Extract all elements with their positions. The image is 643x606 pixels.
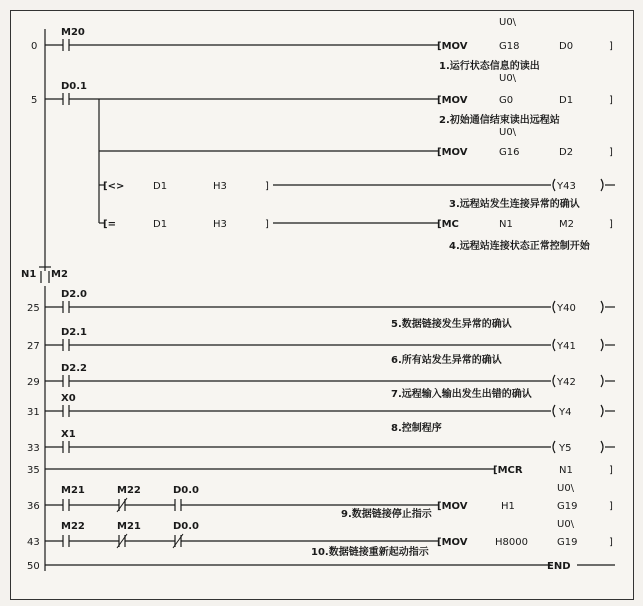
coil-label: Y40 bbox=[557, 303, 576, 314]
instruction-close: ] bbox=[609, 95, 613, 106]
compare-arg-b: H3 bbox=[213, 219, 227, 230]
rung-comment: 5.数据链接发生异常的确认 bbox=[391, 319, 512, 330]
compare-arg-b: H3 bbox=[213, 181, 227, 192]
coil-label: Y4 bbox=[559, 407, 572, 418]
contact-label: D0.0 bbox=[173, 485, 200, 496]
compare-op: [= bbox=[103, 219, 116, 230]
instruction-arg-prefix: U0\ bbox=[557, 483, 575, 494]
step-number: 5 bbox=[31, 95, 38, 106]
step-number: 25 bbox=[27, 303, 40, 314]
instruction-op: [MOV bbox=[437, 147, 468, 158]
instruction-close: ] bbox=[609, 147, 613, 158]
no-contact-icon bbox=[63, 39, 69, 51]
coil-label: Y43 bbox=[557, 181, 576, 192]
step-number: 31 bbox=[27, 407, 40, 418]
end-instruction: END bbox=[547, 561, 571, 572]
instruction-op: [MOV bbox=[437, 537, 468, 548]
rung-comment: 7.远程输入输出发生出错的确认 bbox=[391, 389, 532, 400]
compare-arg-a: D1 bbox=[153, 219, 168, 230]
rung-comment: 3.远程站发生连接异常的确认 bbox=[449, 199, 580, 210]
step-number: 36 bbox=[27, 501, 40, 512]
compare-arg-a: D1 bbox=[153, 181, 168, 192]
instruction-arg1: G16 bbox=[499, 147, 520, 158]
contact-label: M22 bbox=[117, 485, 141, 496]
instruction-arg1: H1 bbox=[501, 501, 515, 512]
instruction-arg1: H8000 bbox=[495, 537, 528, 548]
instruction-close: ] bbox=[609, 465, 613, 476]
rung-comment: 1.运行状态信息的读出 bbox=[439, 61, 540, 72]
instruction-arg-prefix: U0\ bbox=[499, 17, 517, 28]
instruction-arg-prefix: U0\ bbox=[557, 519, 575, 530]
contact-label: M20 bbox=[61, 27, 85, 38]
no-contact-icon bbox=[175, 499, 181, 511]
contact-label: D0.0 bbox=[173, 521, 200, 532]
instruction-close: ] bbox=[609, 219, 613, 230]
instruction-arg-prefix: U0\ bbox=[499, 127, 517, 138]
contact-label: D2.0 bbox=[61, 289, 88, 300]
ladder-diagram-frame bbox=[10, 10, 634, 600]
contact-label: M21 bbox=[117, 521, 141, 532]
no-contact-icon bbox=[63, 301, 69, 313]
instruction-op: [MOV bbox=[437, 501, 468, 512]
step-number: 33 bbox=[27, 443, 40, 454]
rung-comment: 8.控制程序 bbox=[391, 423, 442, 434]
instruction-op: [MOV bbox=[437, 41, 468, 52]
nest-contact: M2 bbox=[51, 269, 68, 280]
ladder-diagram bbox=[11, 11, 633, 599]
no-contact-icon bbox=[63, 441, 69, 453]
no-contact-icon bbox=[63, 93, 69, 105]
contact-label: D0.1 bbox=[61, 81, 88, 92]
instruction-op: [MOV bbox=[437, 95, 468, 106]
no-contact-icon bbox=[63, 375, 69, 387]
instruction-arg2: D2 bbox=[559, 147, 574, 158]
rung-comment: 6.所有站发生异常的确认 bbox=[391, 355, 502, 366]
rung-5 bbox=[31, 73, 615, 252]
instruction-arg1: G18 bbox=[499, 41, 520, 52]
step-number: 0 bbox=[31, 41, 38, 52]
rung-29 bbox=[27, 363, 615, 400]
rung-comment: 9.数据链接停止指示 bbox=[341, 509, 432, 520]
step-number: 50 bbox=[27, 561, 40, 572]
instruction-arg2: G19 bbox=[557, 537, 578, 548]
contact-label: M22 bbox=[61, 521, 85, 532]
instruction-arg2: M2 bbox=[559, 219, 574, 230]
contact-label: X1 bbox=[61, 429, 76, 440]
instruction-close: ] bbox=[609, 501, 613, 512]
contact-label: D2.1 bbox=[61, 327, 88, 338]
rung-comment: 10.数据链接重新起动指示 bbox=[311, 547, 429, 558]
compare-close: ] bbox=[265, 219, 269, 230]
rung-25 bbox=[27, 289, 615, 330]
no-contact-icon bbox=[63, 405, 69, 417]
coil-label: Y5 bbox=[559, 443, 572, 454]
no-contact-icon bbox=[63, 499, 69, 511]
no-contact-icon bbox=[63, 535, 69, 547]
rung-43 bbox=[27, 519, 613, 558]
rung-35 bbox=[27, 465, 613, 476]
no-contact-icon bbox=[63, 339, 69, 351]
step-number: 43 bbox=[27, 537, 40, 548]
step-number: 29 bbox=[27, 377, 40, 388]
compare-op: [<> bbox=[103, 181, 125, 192]
contact-label: M21 bbox=[61, 485, 85, 496]
instruction-arg1: N1 bbox=[499, 219, 513, 230]
rung-50 bbox=[27, 561, 615, 572]
instruction-arg1: G0 bbox=[499, 95, 514, 106]
instruction-arg2: N1 bbox=[559, 465, 573, 476]
contact-label: D2.2 bbox=[61, 363, 88, 374]
rung-33 bbox=[27, 429, 615, 454]
nest-label: N1 bbox=[21, 269, 37, 280]
step-number: 27 bbox=[27, 341, 40, 352]
rung-comment: 4.远程站连接状态正常控制开始 bbox=[449, 241, 590, 252]
contact-label: X0 bbox=[61, 393, 76, 404]
rung-comment: 2.初始通信结束读出远程站 bbox=[439, 115, 560, 126]
rung-0 bbox=[31, 17, 613, 72]
coil-label: Y41 bbox=[557, 341, 576, 352]
step-number: 35 bbox=[27, 465, 40, 476]
instruction-arg-prefix: U0\ bbox=[499, 73, 517, 84]
instruction-arg2: D1 bbox=[559, 95, 574, 106]
instruction-op: [MCR bbox=[493, 465, 523, 476]
instruction-op: [MC bbox=[437, 219, 459, 230]
instruction-arg2: G19 bbox=[557, 501, 578, 512]
compare-close: ] bbox=[265, 181, 269, 192]
instruction-close: ] bbox=[609, 41, 613, 52]
rung-27 bbox=[27, 327, 615, 366]
rung-36 bbox=[27, 483, 613, 520]
coil-label: Y42 bbox=[557, 377, 576, 388]
instruction-close: ] bbox=[609, 537, 613, 548]
instruction-arg2: D0 bbox=[559, 41, 574, 52]
